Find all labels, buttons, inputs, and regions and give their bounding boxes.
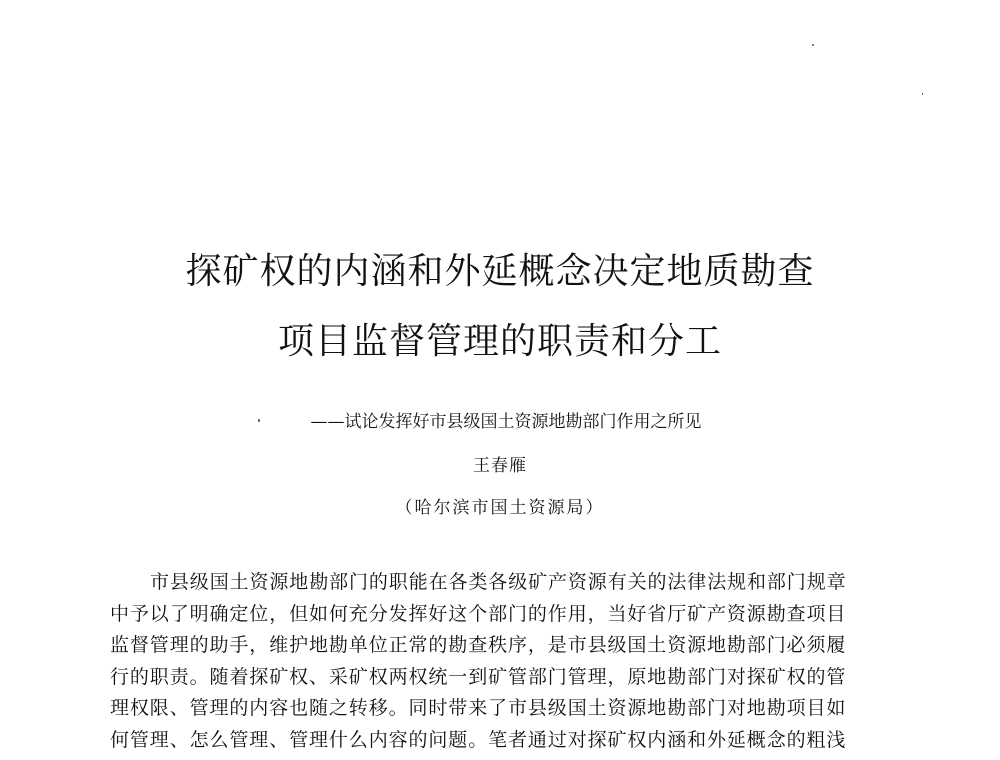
body-line: 中予以了明确定位，但如何充分发挥好这个部门的作用，当好省厅矿产资源勘查项目 — [110, 602, 847, 625]
body-line: 何管理、怎么管理、管理什么内容的问题。笔者通过对探矿权内涵和外延概念的粗浅 — [110, 728, 847, 751]
author-name: 王春雁 — [473, 456, 527, 476]
body-line: 监督管理的助手，维护地勘单位正常的勘查秩序，是市县级国土资源地勘部门必须履 — [110, 634, 847, 656]
scan-speck — [812, 44, 814, 46]
body-line: 市县级国土资源地勘部门的职能在各类各级矿产资源有关的法律法规和部门规章 — [150, 571, 847, 593]
author-affiliation: （哈尔滨市国土资源局） — [395, 498, 605, 518]
article-title-line-2: 项目监督管理的职责和分工 — [277, 321, 722, 362]
body-paragraph — [110, 567, 900, 756]
body-line: 理权限、管理的内容也随之转移。同时带来了市县级国土资源地勘部门对地勘项目如 — [110, 697, 847, 719]
article-subtitle: ——试论发挥好市县级国土资源地勘部门作用之所见 — [310, 412, 702, 432]
body-line: 行的职责。随着探矿权、采矿权两权统一到矿管部门管理，原地勘部门对探矿权的管 — [110, 665, 847, 688]
article-title-line-1: 探矿权的内涵和外延概念决定地质勘查 — [185, 251, 815, 292]
scan-speck — [922, 93, 923, 95]
